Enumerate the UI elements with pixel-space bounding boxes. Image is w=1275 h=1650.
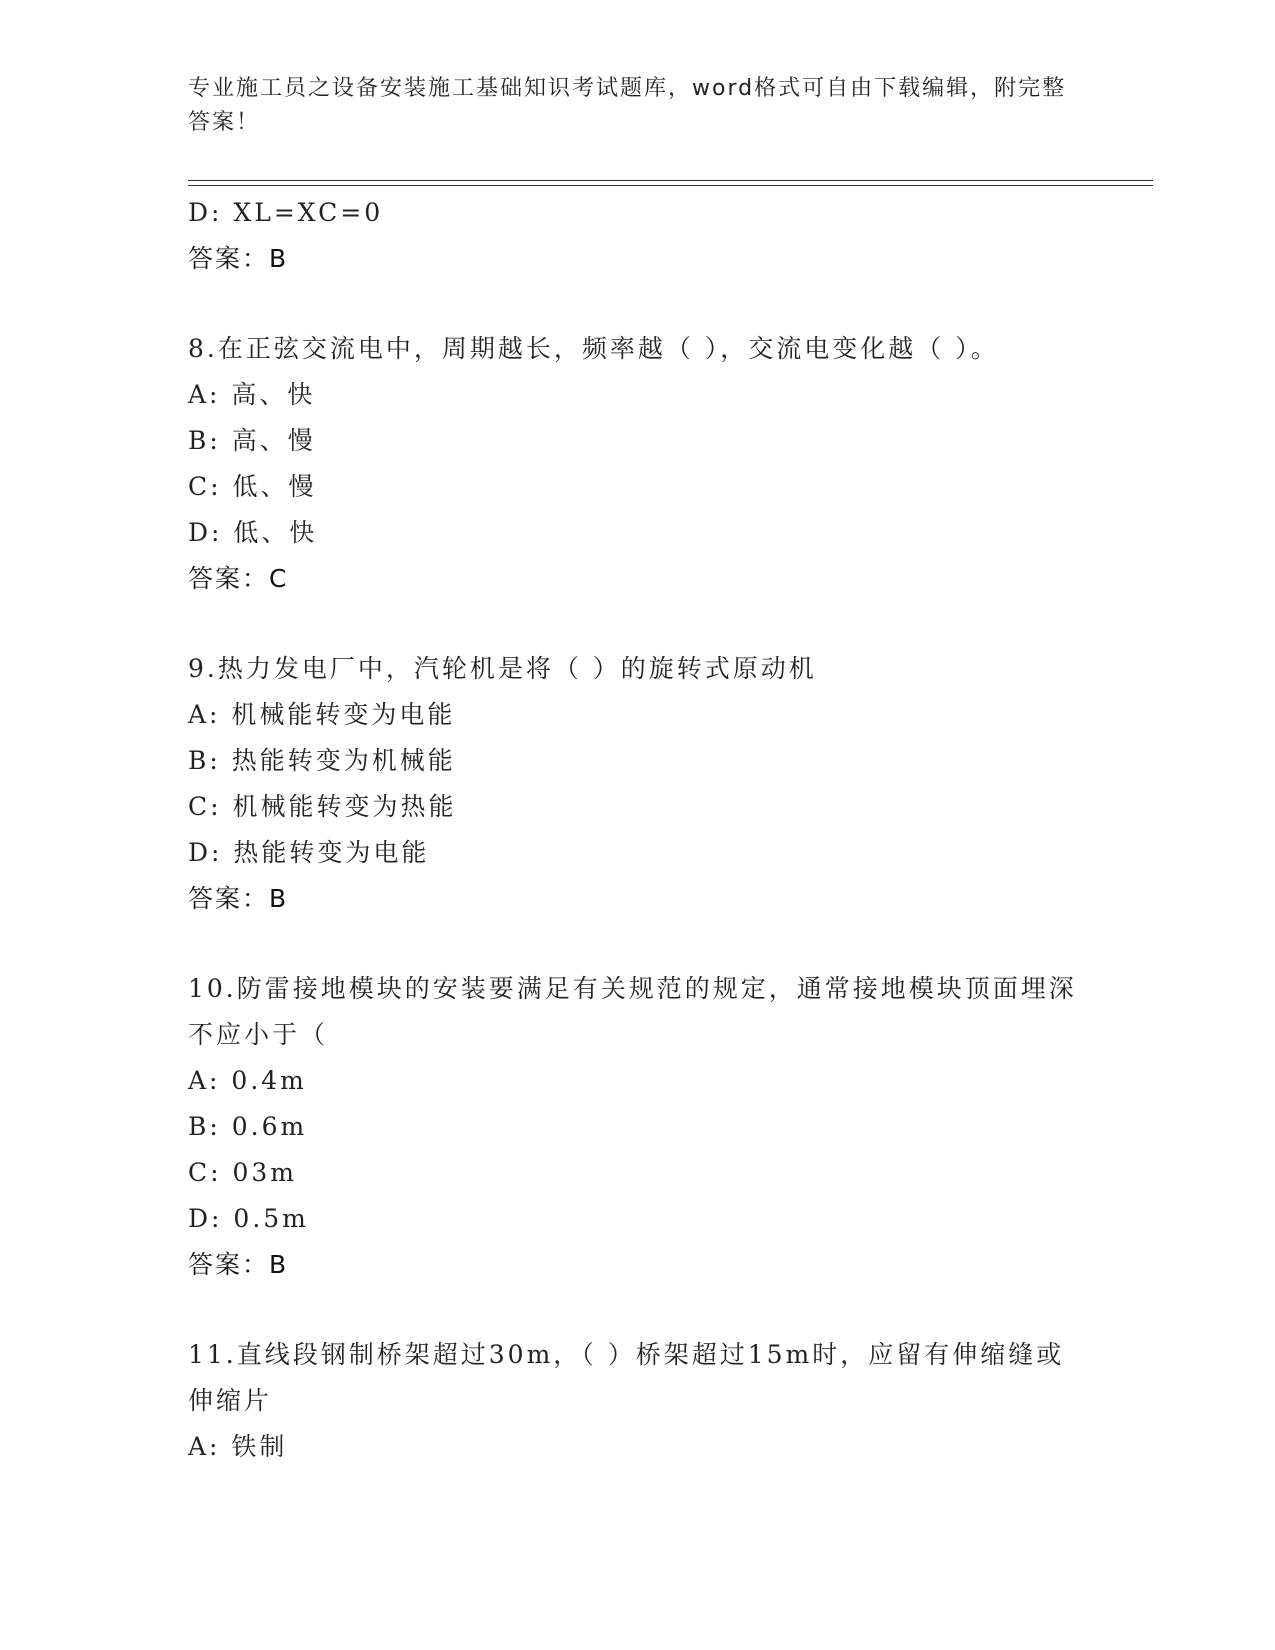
question-11 [188, 1332, 1088, 1470]
question-11-stem: 11.直线段钢制桥架超过30m，（ ）桥架超过15m时，应留有伸缩缝或伸缩片 [188, 1340, 1065, 1415]
question-7-answer: 答案：B [188, 244, 289, 273]
question-10-option-c: C: 03m [188, 1158, 298, 1187]
question-8-answer: 答案：C [188, 564, 289, 593]
question-8-option-c: C: 低、慢 [188, 472, 317, 501]
question-11-option-a: A: 铁制 [188, 1432, 288, 1461]
question-8 [188, 326, 1088, 602]
document-header [188, 72, 1068, 140]
question-10-stem: 10.防雷接地模块的安装要满足有关规范的规定，通常接地模块顶面埋深不应小于（ [188, 974, 1077, 1049]
question-10 [188, 966, 1088, 1288]
question-10-answer: 答案：B [188, 1250, 289, 1279]
question-8-option-b: B: 高、慢 [188, 426, 316, 455]
question-8-option-d: D: 低、快 [188, 518, 318, 547]
spacer [188, 1288, 1088, 1332]
question-10-option-b: B: 0.6m [188, 1112, 308, 1141]
header-divider-bottom [188, 185, 1153, 186]
question-9-option-c: C: 机械能转变为热能 [188, 792, 457, 821]
question-list [188, 190, 1088, 1470]
question-10-option-a: A: 0.4m [188, 1066, 307, 1095]
spacer [188, 282, 1088, 326]
question-9-option-d: D: 热能转变为电能 [188, 838, 430, 867]
question-9-option-a: A: 机械能转变为电能 [188, 700, 456, 729]
question-8-stem: 8.在正弦交流电中，周期越长，频率越（ ），交流电变化越（ ）。 [188, 334, 999, 363]
question-7-tail [188, 190, 1088, 282]
question-9-stem: 9.热力发电厂中，汽轮机是将（ ）的旋转式原动机 [188, 654, 817, 683]
question-8-option-a: A: 高、快 [188, 380, 316, 409]
document-title: 专业施工员之设备安装施工基础知识考试题库，word格式可自由下载编辑，附完整答案！ [188, 76, 1067, 135]
spacer [188, 602, 1088, 646]
question-9 [188, 646, 1088, 922]
question-7-option-d: D: XL=XC=0 [188, 198, 384, 227]
spacer [188, 922, 1088, 966]
question-9-option-b: B: 热能转变为机械能 [188, 746, 456, 775]
header-divider-top [188, 180, 1153, 181]
question-9-answer: 答案：B [188, 884, 289, 913]
question-10-option-d: D: 0.5m [188, 1204, 309, 1233]
